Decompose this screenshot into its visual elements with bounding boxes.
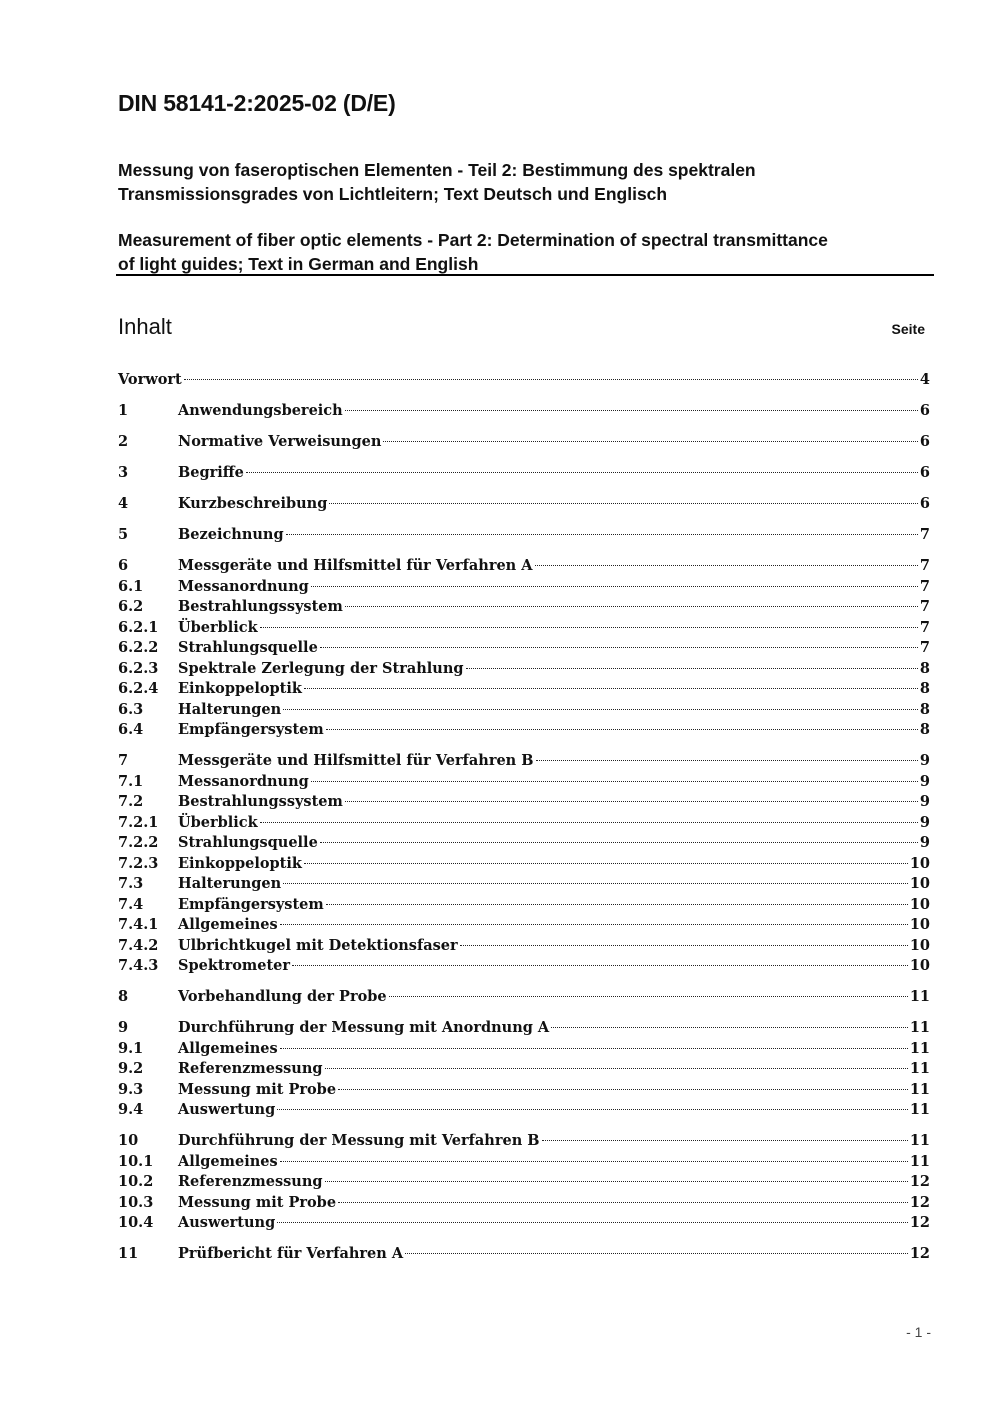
toc-entry-page: 11: [909, 1080, 930, 1098]
toc-entry-page: 7: [919, 618, 930, 636]
toc-entry-number: 6.2.4: [118, 680, 159, 697]
toc-entry-page: 10: [909, 936, 930, 954]
toc-entry[interactable]: [118, 915, 930, 935]
page-number: - 1 -: [906, 1324, 931, 1340]
toc-entry-page: 11: [909, 988, 930, 1005]
toc-dot-leader: [320, 842, 918, 843]
toc-entry-title: Prüfbericht für Verfahren A: [178, 1245, 404, 1262]
toc-entry-page: 4: [919, 371, 930, 388]
toc-dot-leader: [283, 883, 908, 884]
toc-entry-page: 7: [919, 577, 930, 595]
toc-entry-title: Auswertung: [178, 1214, 276, 1231]
toc-entry[interactable]: [118, 1172, 930, 1192]
toc-entry[interactable]: [118, 833, 930, 853]
toc-entry-title: Spektrale Zerlegung der Strahlung: [178, 659, 464, 677]
title-german-line-2: Transmissionsgrades von Lichtleitern; Text Deutsch und Englisch: [118, 184, 668, 204]
toc-entry[interactable]: [118, 1080, 930, 1100]
toc-entry-page: 6: [919, 433, 930, 450]
toc-dot-leader: [280, 1161, 908, 1162]
toc-entry-page: 12: [909, 1173, 930, 1190]
toc-entry-title: Strahlungsquelle: [178, 834, 318, 851]
toc-entry-title: Messung mit Probe: [178, 1080, 337, 1098]
toc-entry[interactable]: [118, 751, 930, 771]
toc-entry[interactable]: [118, 556, 930, 576]
toc-entry-title: Strahlungsquelle: [178, 639, 318, 656]
toc-entry-page: 11: [909, 1132, 930, 1149]
toc-entry-page: 12: [909, 1214, 930, 1231]
toc-entry-number: 10.3: [118, 1193, 154, 1211]
toc-dot-leader: [286, 534, 918, 535]
toc-dot-leader: [405, 1253, 908, 1254]
toc-entry[interactable]: [118, 1018, 930, 1038]
toc-dot-leader: [466, 668, 918, 669]
toc-dot-leader: [184, 379, 918, 380]
toc-dot-leader: [326, 904, 908, 905]
toc-entry-number: 6.4: [118, 721, 144, 738]
toc-entry[interactable]: [118, 577, 930, 597]
toc-entry[interactable]: [118, 813, 930, 833]
toc-entry-page: 8: [919, 680, 930, 697]
toc-entry[interactable]: [118, 720, 930, 740]
toc-entry-title: Vorwort: [118, 371, 182, 388]
toc-entry-number: 4: [118, 495, 129, 512]
toc-entry[interactable]: [118, 1131, 930, 1151]
toc-entry[interactable]: [118, 1213, 930, 1233]
toc-entry-title: Durchführung der Messung mit Verfahren B: [178, 1132, 540, 1149]
toc-entry-number: 6.2.3: [118, 659, 159, 677]
toc-entry[interactable]: [118, 597, 930, 617]
toc-entry-page: 10: [909, 895, 930, 913]
toc-entry-page: 7: [919, 639, 930, 656]
toc-dot-leader: [542, 1140, 908, 1141]
toc-entry-title: Messanordnung: [178, 577, 309, 595]
toc-dot-leader: [535, 565, 918, 566]
toc-entry-title: Ulbrichtkugel mit Detektionsfaser: [178, 936, 458, 954]
toc-dot-leader: [345, 606, 918, 607]
toc-dot-leader: [280, 924, 908, 925]
toc-dot-leader: [325, 1181, 908, 1182]
toc-dot-leader: [389, 996, 908, 997]
toc-entry-number: 7.2.3: [118, 854, 159, 872]
toc-entry-title: Vorbehandlung der Probe: [178, 988, 387, 1005]
toc-entry-title: Bestrahlungssystem: [178, 598, 343, 615]
toc-entry-number: 10.4: [118, 1214, 154, 1231]
toc-entry-number: 10.2: [118, 1173, 154, 1190]
toc-entry-number: 6.2.1: [118, 618, 159, 636]
toc-entry-number: 9.3: [118, 1080, 144, 1098]
toc-entry-title: Überblick: [178, 813, 258, 831]
toc-entry-title: Messung mit Probe: [178, 1193, 337, 1211]
toc-dot-leader: [260, 822, 918, 823]
toc-entry-page: 9: [919, 793, 930, 810]
toc-entry-number: 9.1: [118, 1039, 144, 1057]
toc-entry[interactable]: [118, 956, 930, 976]
title-divider: [116, 274, 934, 276]
toc-entry-page: 9: [919, 813, 930, 831]
toc-entry-page: 12: [909, 1193, 930, 1211]
toc-entry-page: 9: [919, 834, 930, 851]
toc-entry[interactable]: [118, 1193, 930, 1213]
toc-entry-number: 10: [118, 1132, 139, 1149]
toc-entry-page: 11: [909, 1019, 930, 1036]
toc-dot-leader: [551, 1027, 908, 1028]
toc-entry-number: 5: [118, 526, 129, 543]
toc-entry-number: 7.4: [118, 895, 144, 913]
toc-entry-page: 6: [919, 464, 930, 481]
toc-entry-page: 10: [909, 875, 930, 892]
toc-entry-title: Halterungen: [178, 700, 282, 718]
toc-entry-number: 9.4: [118, 1101, 144, 1118]
toc-entry-title: Referenzmessung: [178, 1060, 323, 1077]
toc-dot-leader: [277, 1222, 908, 1223]
toc-entry-page: 7: [919, 557, 930, 574]
toc-entry-number: 1: [118, 402, 129, 419]
toc-entry-title: Allgemeines: [178, 1152, 278, 1170]
toc-dot-leader: [311, 781, 918, 782]
toc-entry[interactable]: [118, 700, 930, 720]
toc-entry[interactable]: [118, 525, 930, 545]
toc-entry-title: Referenzmessung: [178, 1173, 323, 1190]
toc-entry[interactable]: [118, 432, 930, 452]
toc-entry[interactable]: [118, 659, 930, 679]
title-english: [118, 228, 933, 276]
toc-entry[interactable]: [118, 494, 930, 514]
toc-entry-page: 10: [909, 916, 930, 933]
toc-entry-title: Einkoppeloptik: [178, 680, 302, 697]
toc-entry-number: 10.1: [118, 1152, 154, 1170]
toc-entry[interactable]: [118, 401, 930, 421]
toc-entry[interactable]: [118, 370, 930, 390]
toc-entry-title: Allgemeines: [178, 916, 278, 933]
toc-dot-leader: [326, 729, 918, 730]
toc-entry-number: 7.1: [118, 772, 144, 790]
toc-entry-number: 7.2.2: [118, 834, 159, 851]
toc-entry[interactable]: [118, 618, 930, 638]
toc-entry-number: 7.4.3: [118, 957, 159, 974]
toc-entry-number: 11: [118, 1245, 139, 1262]
toc-entry-page: 9: [919, 772, 930, 790]
toc-entry-number: 6.1: [118, 577, 144, 595]
toc-entry[interactable]: [118, 854, 930, 874]
toc-entry-page: 6: [919, 402, 930, 419]
toc-entry-page: 11: [909, 1152, 930, 1170]
toc-dot-leader: [345, 410, 918, 411]
toc-dot-leader: [536, 760, 918, 761]
title-german-line-1: Messung von faseroptischen Elementen - Teil 2: Bestimmung des spektralen: [118, 160, 756, 180]
toc-entry[interactable]: [118, 1039, 930, 1059]
toc-page-column-label: Seite: [891, 321, 925, 337]
toc-entry-page: 7: [919, 526, 930, 543]
toc-entry-title: Empfängersystem: [178, 895, 324, 913]
toc-entry-number: 7.3: [118, 875, 144, 892]
toc-entry-page: 7: [919, 598, 930, 615]
title-english-line-2: of light guides; Text in German and English: [118, 254, 479, 274]
toc-entry[interactable]: [118, 1152, 930, 1172]
toc-heading: Inhalt: [118, 314, 172, 339]
toc-entry-number: 7.4.2: [118, 936, 159, 954]
toc-dot-leader: [460, 945, 908, 946]
toc-dot-leader: [320, 647, 918, 648]
document-id: DIN 58141-2:2025-02 (D/E): [118, 90, 396, 116]
toc-entry-number: 2: [118, 433, 129, 450]
toc-entry-number: 6.2: [118, 598, 144, 615]
toc-entry-title: Messgeräte und Hilfsmittel für Verfahren A: [178, 557, 533, 574]
toc-entry-page: 9: [919, 752, 930, 769]
toc-entry-number: 9: [118, 1019, 129, 1036]
toc-entry-title: Überblick: [178, 618, 258, 636]
toc-dot-leader: [325, 1068, 908, 1069]
toc-entry-page: 10: [909, 957, 930, 974]
toc-entry-title: Einkoppeloptik: [178, 854, 302, 872]
title-english-line-1: Measurement of fiber optic elements - Part 2: Determination of spectral transmittance: [118, 230, 828, 250]
toc-entry-page: 10: [909, 854, 930, 872]
toc-entry[interactable]: [118, 895, 930, 915]
toc-entry-title: Anwendungsbereich: [178, 402, 343, 419]
toc-entry-number: 6: [118, 557, 129, 574]
toc-entry[interactable]: [118, 638, 930, 658]
toc-entry-number: 6.2.2: [118, 639, 159, 656]
toc-entry[interactable]: [118, 792, 930, 812]
toc-entry-number: 3: [118, 464, 129, 481]
toc-entry-title: Empfängersystem: [178, 721, 324, 738]
toc-entry-page: 11: [909, 1101, 930, 1118]
toc-entry[interactable]: [118, 679, 930, 699]
toc-dot-leader: [345, 801, 918, 802]
toc-entry-number: 7.4.1: [118, 916, 159, 933]
toc-entry-title: Bestrahlungssystem: [178, 793, 343, 810]
toc-entry[interactable]: [118, 874, 930, 894]
toc-entry-page: 8: [919, 659, 930, 677]
toc-entry-title: Begriffe: [178, 464, 244, 481]
toc-dot-leader: [246, 472, 918, 473]
toc-entry-number: 7.2: [118, 793, 144, 810]
toc-entry-page: 8: [919, 700, 930, 718]
toc-entry-title: Durchführung der Messung mit Anordnung A: [178, 1019, 550, 1036]
toc-entry[interactable]: [118, 463, 930, 483]
toc-entry-page: 11: [909, 1039, 930, 1057]
toc-entry-title: Allgemeines: [178, 1039, 278, 1057]
toc-entry-title: Messgeräte und Hilfsmittel für Verfahren B: [178, 752, 534, 769]
toc-entry-title: Normative Verweisungen: [178, 433, 382, 450]
toc-dot-leader: [283, 709, 918, 710]
toc-entry-title: Auswertung: [178, 1101, 276, 1118]
toc-dot-leader: [280, 1048, 908, 1049]
toc-dot-leader: [383, 441, 918, 442]
toc-entry-number: 7.2.1: [118, 813, 159, 831]
toc-dot-leader: [304, 688, 918, 689]
toc-dot-leader: [260, 627, 918, 628]
toc-entry-title: Spektrometer: [178, 957, 291, 974]
toc-entry-page: 11: [909, 1060, 930, 1077]
toc-dot-leader: [304, 863, 908, 864]
toc-dot-leader: [338, 1202, 908, 1203]
toc-entry[interactable]: [118, 936, 930, 956]
toc-entry-page: 8: [919, 721, 930, 738]
toc-entry[interactable]: [118, 1059, 930, 1079]
toc-entry-number: 8: [118, 988, 129, 1005]
toc-entry-number: 9.2: [118, 1060, 144, 1077]
toc-dot-leader: [329, 503, 918, 504]
toc-entry-title: Halterungen: [178, 875, 282, 892]
toc-entry[interactable]: [118, 1100, 930, 1120]
toc-dot-leader: [311, 586, 918, 587]
toc-entry-title: Kurzbeschreibung: [178, 495, 328, 512]
toc-entry[interactable]: [118, 987, 930, 1007]
toc-entry[interactable]: [118, 1244, 930, 1264]
toc-entry-title: Bezeichnung: [178, 526, 284, 543]
toc-entry-page: 12: [909, 1245, 930, 1262]
title-german: [118, 158, 933, 206]
toc-dot-leader: [277, 1109, 908, 1110]
toc-entry-number: 6.3: [118, 700, 144, 718]
toc-entry-number: 7: [118, 752, 129, 769]
toc-entry-page: 6: [919, 495, 930, 512]
toc-dot-leader: [338, 1089, 908, 1090]
toc-entry-title: Messanordnung: [178, 772, 309, 790]
toc-entry[interactable]: [118, 772, 930, 792]
toc-dot-leader: [292, 965, 908, 966]
